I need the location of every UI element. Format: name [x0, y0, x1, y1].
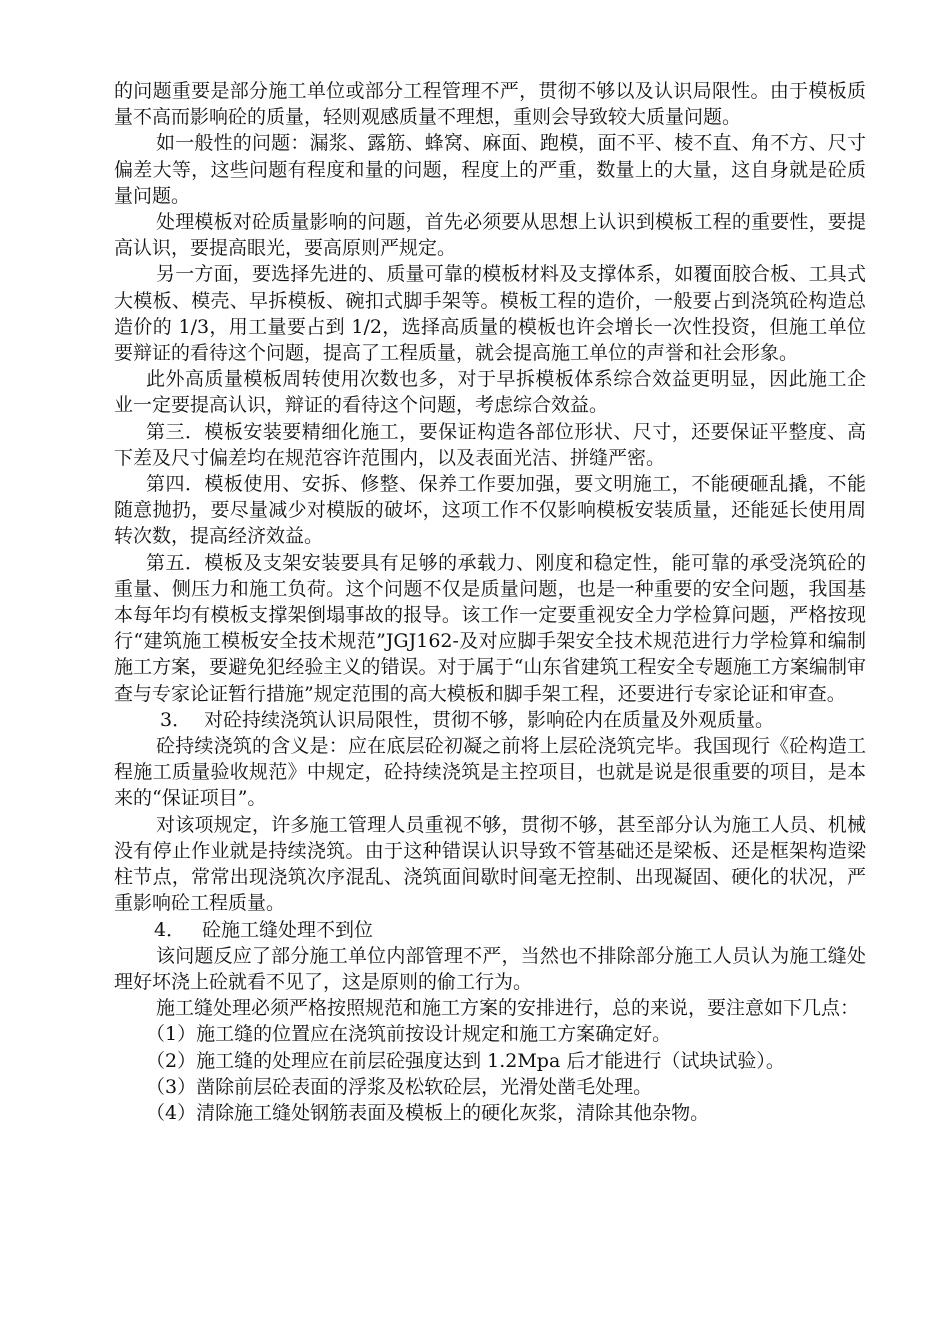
list-item: （1）施工缝的位置应在浇筑前按设计规定和施工方案确定好。 — [146, 1023, 672, 1046]
item-text: 砼施工缝处理不到位 — [202, 918, 374, 941]
list-item: （4）清除施工缝处钢筋表面及模板上的硬化灰浆，清除其他杂物。 — [146, 1101, 710, 1124]
paragraph: 第五．模板及支架安装要具有足够的承载力、刚度和稳定性，能可靠的承受浇筑砼的重量、侧压力和施工负荷。这个问题不仅是质量问题，也是一种重要的安全问题，我国基本每年均有模板支撑架倒塌事故的报导。该工作一定要重视安全力学检算问题，严格按现行“建筑施工模板安全技术规范”JGJ162-及对应脚手架安全技术规范进行力学检算和编制施工方案，要避免犯经验主义的错误。对于属于“山东省建筑工程安全专题施工方案编制审查与专家论证暂行措施”规定范围的高大模板和脚手架工程，还要进行专家论证和审查。 — [114, 551, 866, 705]
paragraph: 如一般性的问题：漏浆、露筋、蜂窝、麻面、跑模，面不平、棱不直、角不方、尺寸偏差大等，这些问题有程度和量的问题，程度上的严重，数量上的大量，这自身就是砼质量问题。 — [114, 132, 866, 207]
paragraph: 施工缝处理必须严格按照规范和施工方案的安排进行，总的来说，要注意如下几点： — [156, 997, 860, 1020]
paragraph: 第三．模板安装要精细化施工，要保证构造各部位形状、尺寸，还要保证平整度、高下差及尺寸偏差均在规范容许范围内，以及表面光洁、拼缝严密。 — [114, 420, 866, 469]
list-item: （2）施工缝的处理应在前层砼强度达到 1.2Mpa 后才能进行（试块试验）。 — [146, 1049, 785, 1072]
paragraph: 该问题反应了部分施工单位内部管理不严，当然也不排除部分施工人员认为施工缝处理好坏浇上砼就看不见了，这是原则的偷工行为。 — [114, 944, 866, 993]
numbered-item-4 — [114, 917, 866, 943]
numbered-item-3 — [114, 707, 866, 733]
paragraph: 的问题重要是部分施工单位或部分工程管理不严，贯彻不够以及认识局限性。由于模板质量不高而影响砼的质量，轻则观感质量不理想，重则会导致较大质量问题。 — [114, 80, 866, 129]
paragraph: 对该项规定，许多施工管理人员重视不够，贯彻不够，甚至部分认为施工人员、机械没有停止作业就是持续浇筑。由于这种错误认识导致不管基础还是梁板、还是框架构造梁柱节点，常常出现浇筑次序混乱、浇筑面间歇时间毫无控制、出现凝固、硬化的状况，严重影响砼工程质量。 — [114, 813, 866, 915]
item-number: 3． — [160, 708, 192, 731]
document-page — [114, 78, 866, 1126]
item-number: 4． — [154, 918, 186, 941]
item-text: 对砼持续浇筑认识局限性，贯彻不够，影响砼内在质量及外观质量。 — [204, 708, 775, 731]
paragraph: 处理模板对砼质量影响的问题，首先必须要从思想上认识到模板工程的重要性，要提高认识，要提高眼光，要高原则严规定。 — [114, 211, 866, 260]
list-item: （3）凿除前层砼表面的浮浆及松软砼层，光滑处凿毛处理。 — [146, 1075, 653, 1098]
paragraph: 第四．模板使用、安拆、修整、保养工作要加强，要文明施工，不能硬砸乱撬，不能随意抛扔，要尽量减少对模版的破坏，这项工作不仅影响模板安装质量，还能延长使用周转次数，提高经济效益。 — [114, 473, 866, 548]
paragraph: 此外高质量模板周转使用次数也多，对于早拆模板体系综合效益更明显，因此施工企业一定要提高认识，辩证的看待这个问题，考虑综合效益。 — [114, 368, 866, 417]
paragraph: 另一方面，要选择先进的、质量可靠的模板材料及支撑体系，如覆面胶合板、工具式大模板、模壳、早拆模板、碗扣式脚手架等。模板工程的造价，一般要占到浇筑砼构造总造价的 1/3，用工量要占到 1/2，选择高质量的模板也许会增长一次性投资，但施工单位要辩证的看待这个问题，提高了工程质量，就会提高施工单位的声誉和社会形象。 — [114, 263, 866, 365]
paragraph: 砼持续浇筑的含义是：应在底层砼初凝之前将上层砼浇筑完毕。我国现行《砼构造工程施工质量验收规范》中规定，砼持续浇筑是主控项目，也就是说是很重要的项目，是本来的“保证项目”。 — [114, 735, 866, 810]
